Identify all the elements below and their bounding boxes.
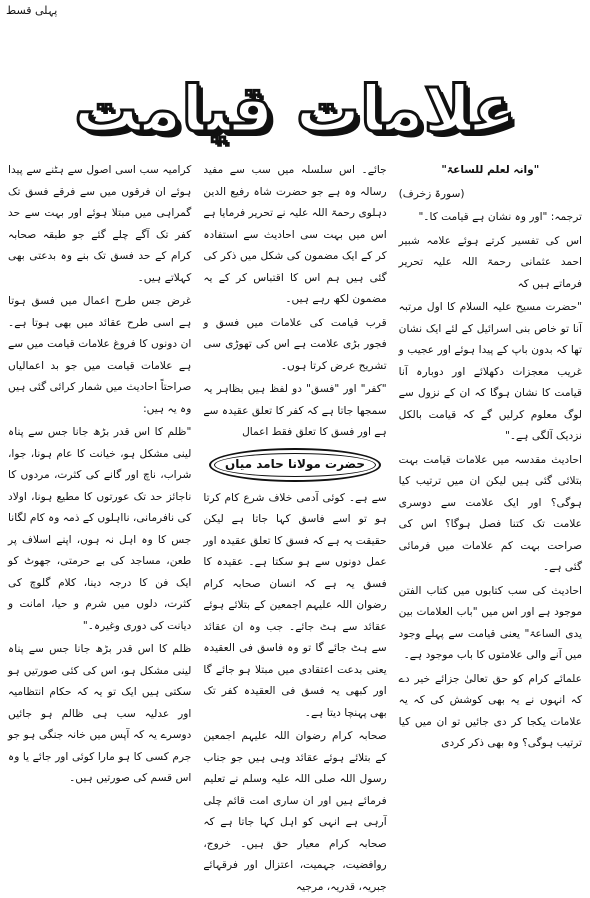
paragraph: ترجمہ: "اور وہ نشان ہے قیامت کا۔" bbox=[418, 211, 582, 223]
column-right bbox=[399, 160, 582, 800]
page-title: علامات قیامت bbox=[74, 72, 516, 147]
paragraph: کرامیہ سب اسی اصول سے ہٹنے سے پیدا ہوئے ان فرقوں میں سے فرقے فسق تک گمراہی میں مبتلا ہوئے اور بہت سے حد کفر تک آگے چلے گئے جو طبقہ صحابہ کرام کے حد فسق تک بنے وہ بدعتی بھی کہلاتے ہیں۔ bbox=[8, 164, 192, 284]
quran-verse: "وانہ لعلم للساعۃ" bbox=[441, 164, 540, 176]
paragraph: "حضرت مسیح علیہ السلام کا اول مرتبہ آنا تو خاص بنی اسرائیل کے لئے ایک نشان تھا کہ بدون باپ کے پیدا ہوئے اور عجیب و غریب معجزات دکھلائے اور دوبارہ آنا قیامت کا نشان ہوگا کہ ان کے نزول سے لوگ معلوم کرلیں گے کہ قیامت بالکل نزدیک آلگی ہے۔" bbox=[398, 301, 582, 442]
installment-label: پہلی قسط bbox=[6, 4, 58, 17]
paragraph: صحابہ کرام رضوان اللہ علیہم اجمعین کے بتلائے ہوئے عقائد وہی ہیں جو جناب رسول اللہ صلی اللہ علیہ وسلم نے تعلیم فرمائے ہیں اور ان ساری امت قائم چلی آرہی ہے انہی کو اہل کہا جاتا ہے کہ صحابہ کرام معیار حق ہیں۔ خروج، روافضیت، جہمیت، اعتزال اور فرقہائے جبریہ، قدریہ، مرجیہ bbox=[203, 730, 387, 893]
title-area bbox=[60, 62, 530, 157]
paragraph: جائے۔ اس سلسلہ میں سب سے مفید رسالہ وہ ہے جو حضرت شاہ رفیع الدین دہلوی رحمۃ اللہ علیہ نے تحریر فرمایا ہے اس میں بہت سی احادیث سے استفادہ کر کے ایک مضمون کی شکل میں ذکر کی گئی ہیں ہم اس کا اقتباس کر کے یہ مضمون لکھ رہے ہیں۔ bbox=[203, 164, 387, 305]
paragraph: سے ہے۔ کوئی آدمی خلاف شرع کام کرتا ہو تو اسے فاسق کہا جاتا ہے لیکن حقیقت یہ ہے کہ فسق کا تعلق عقیدہ اور عمل دونوں سے ہو سکتا ہے۔ عقیدہ کا فسق یہ ہے کہ انسان صحابہ کرام رضوان اللہ علیہم اجمعین کے بتلائے ہوئے عقائد سے ہٹ جائے۔ جب وہ ان عقائد سے ہٹ جائے گا تو وہ فاسق فی العقیدہ یعنی بدعت اعتقادی میں مبتلا ہو جائے گا اور کبھی یہ فسق فی العقیدہ کفر تک بھی پہنچا دیتا ہے۔ bbox=[203, 491, 387, 719]
column-middle bbox=[203, 160, 387, 893]
verse-reference: (سورۃ زخرف) bbox=[398, 187, 465, 200]
paragraph: "ظلم کا اس قدر بڑھ جانا جس سے پناہ لینی مشکل ہو، خیانت کا عام ہونا، جوا، شراب، ناچ اور گانے کی کثرت، مردوں کا ناجائز حد تک عورتوں کا مطیع ہونا، اولاد کی نافرمانی، نااہلوں کے ذمہ وہ کام لگانا جس کا وہ اہل نہ ہوں، اپنے اسلاف پر طعن، مساجد کی بے حرمتی، جھوٹ کو ایک فن کا درجہ دینا، کلام گلوچ کی کثرت، دلوں میں شرم و حیا، امانت و دیانت کی دوری وغیرہ۔" bbox=[8, 426, 192, 632]
article-columns bbox=[8, 160, 582, 893]
paragraph: ظلم کا اس قدر بڑھ جانا جس سے پناہ لینی مشکل ہو، اس کی کئی صورتیں ہو سکتی ہیں ایک تو یہ کہ حکام انتظامیہ اور عدلیہ سب ہی ظالم ہو جائیں دوسرے یہ کہ آپس میں خانہ جنگی ہو جو جرم کسی کا ہو مارا کوئی اور جائے یا وہ اس قسم کی صورتیں ہیں۔ bbox=[8, 643, 192, 784]
column-left bbox=[8, 160, 191, 800]
paragraph: قرب قیامت کی علامات میں فسق و فجور بڑی علامت ہے اس کی تھوڑی سی تشریح عرض کرتا ہوں۔ bbox=[203, 316, 387, 372]
paragraph: علمائے کرام کو حق تعالیٰ جزائے خیر دے کہ انہوں نے یہ بھی کوشش کی کہ یہ علامات یکجا کر دی جائیں تو ان میں کیا ترتیب ہوگی؟ وہ بھی ذکر کردی bbox=[398, 672, 582, 749]
paragraph: غرض جس طرح اعمال میں فسق ہوتا ہے اسی طرح عقائد میں بھی ہوتا ہے۔ ان دونوں کا فروغ علامات قیامت میں سے ہے علامات قیامت میں جو بد اعمالیاں صراحتاً احادیث میں شمار کرائی گئی ہیں وہ یہ ہیں: bbox=[8, 295, 192, 415]
paragraph: "کفر" اور "فسق" دو لفظ ہیں بظاہر یہ سمجھا جاتا ہے کہ کفر کا تعلق عقیدہ سے ہے اور فسق کا تعلق فقط اعمال bbox=[203, 383, 387, 438]
author-name: حضرت مولانا حامد میاں bbox=[225, 456, 366, 471]
paragraph: احادیث کی سب کتابوں میں کتاب الفتن موجود ہے اور اس میں "باب العلامات بین یدی الساعۃ" یعنی قیامت سے پہلے وجود میں آنے والی علامتوں کا باب موجود ہے۔ bbox=[398, 584, 582, 661]
paragraph: احادیث مقدسہ میں علامات قیامت بہت بتلائی گئی ہیں لیکن ان میں ترتیب کیا ہوگی؟ اور ایک علامت سے دوسری علامت تک کتنا فصل ہوگا؟ اس کی صراحت بہت کم علامات میں فرمائی گئی ہے۔ bbox=[398, 453, 582, 573]
paragraph: اس کی تفسیر کرتے ہوئے علامہ شبیر احمد عثمانی رحمۃ اللہ علیہ تحریر فرماتے ہیں کہ bbox=[398, 234, 582, 290]
author-byline bbox=[209, 448, 380, 482]
